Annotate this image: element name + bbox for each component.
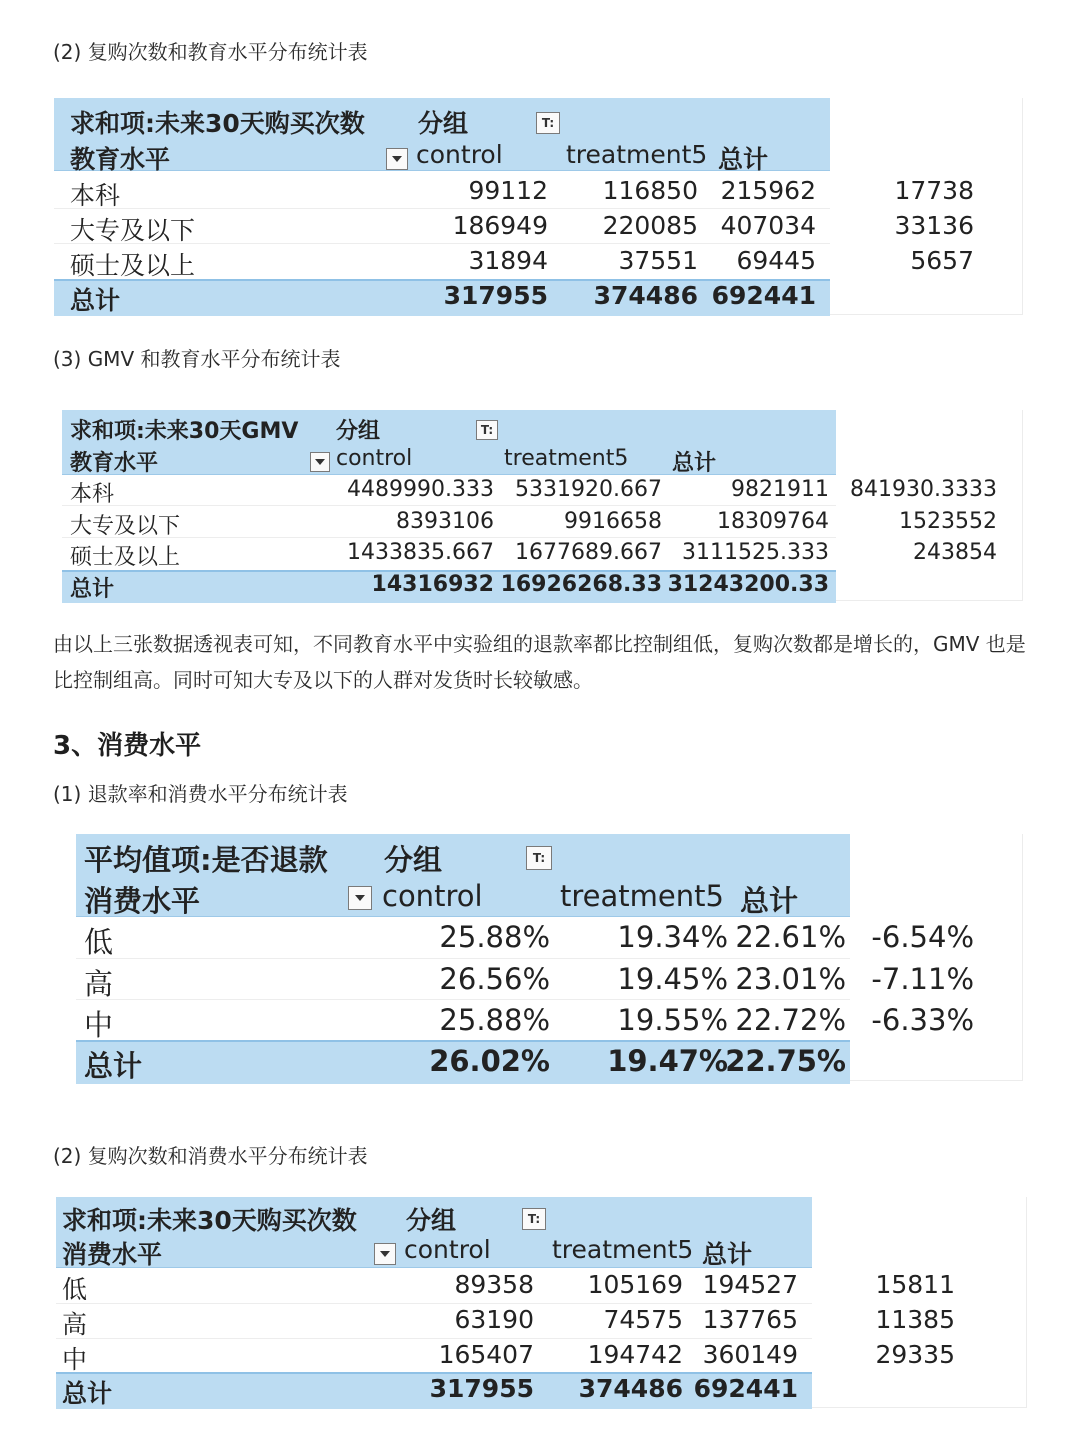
cell: 1677689.667: [515, 540, 662, 565]
extra-cell: 841930.3333: [850, 477, 997, 502]
extra-cell: 1523552: [899, 509, 997, 534]
extra-column-grid: [850, 834, 1023, 1081]
total-cell: 14316932: [371, 572, 494, 597]
pivot-table-gmv-education: [62, 410, 1024, 602]
cell: 194527: [702, 1270, 798, 1299]
extra-column-grid: [836, 410, 1023, 601]
total-row-label: 总计: [70, 577, 115, 602]
total-row-label: 总计: [62, 1379, 113, 1408]
cell: 99112: [468, 176, 548, 205]
row-label: 高: [62, 1310, 88, 1339]
cell: 3111525.333: [682, 540, 829, 565]
cell: 8393106: [396, 509, 494, 534]
col-header-control: control: [404, 1235, 491, 1264]
cell: 19.34%: [617, 920, 728, 954]
row-label: 本科: [70, 482, 115, 507]
cell: 18309764: [717, 509, 829, 534]
row-label: 中: [62, 1345, 88, 1374]
dropdown-arrow-icon[interactable]: [310, 452, 330, 472]
row-field-label: 教育水平: [70, 451, 159, 476]
filter-icon[interactable]: T:: [476, 420, 498, 440]
extra-column-grid: [812, 1197, 1027, 1408]
extra-cell: 243854: [913, 540, 997, 565]
extra-cell: 5657: [910, 246, 974, 275]
pivot-table-refund-consumption: [76, 834, 1024, 1112]
measure-label: 求和项:未来30天购买次数: [70, 109, 365, 138]
row-label: 本科: [70, 181, 121, 210]
extra-cell: -6.33%: [871, 1003, 974, 1037]
extra-column-grid: [830, 98, 1023, 315]
cell: 22.72%: [735, 1003, 846, 1037]
cell: 186949: [452, 211, 548, 240]
group-label: 分组: [418, 109, 469, 138]
dropdown-arrow-icon[interactable]: [386, 148, 408, 170]
cell: 74575: [603, 1305, 683, 1334]
row-label: 大专及以下: [70, 216, 196, 245]
cell: 25.88%: [439, 1003, 550, 1037]
row-label: 中: [84, 1008, 114, 1042]
total-cell: 22.75%: [725, 1044, 846, 1078]
caption-repurchase-consumption: (2) 复购次数和消费水平分布统计表: [53, 1144, 368, 1168]
total-cell: 19.47%: [607, 1044, 728, 1078]
extra-cell: -7.11%: [871, 962, 974, 996]
col-header-total: 总计: [672, 451, 717, 476]
group-label: 分组: [406, 1206, 457, 1235]
measure-label: 求和项:未来30天购买次数: [62, 1206, 357, 1235]
col-header-total: 总计: [718, 145, 769, 174]
col-header-treatment: treatment5: [504, 446, 629, 471]
total-row-label: 总计: [84, 1049, 143, 1083]
cell: 31894: [468, 246, 548, 275]
row-field-label: 消费水平: [84, 884, 201, 918]
cell: 63190: [454, 1305, 534, 1334]
extra-cell: 11385: [875, 1305, 955, 1334]
extra-cell: 33136: [894, 211, 974, 240]
extra-cell: 29335: [875, 1340, 955, 1369]
caption-refund-consumption: (1) 退款率和消费水平分布统计表: [53, 782, 348, 806]
cell: 137765: [702, 1305, 798, 1334]
cell: 4489990.333: [347, 477, 494, 502]
cell: 9916658: [564, 509, 662, 534]
total-cell: 31243200.33: [667, 572, 829, 597]
cell: 69445: [736, 246, 816, 275]
cell: 37551: [618, 246, 698, 275]
row-field-label: 教育水平: [70, 145, 171, 174]
cell: 194742: [587, 1340, 683, 1369]
col-header-control: control: [336, 446, 413, 471]
col-header-treatment: treatment5: [552, 1235, 694, 1264]
section-heading: 3、消费水平: [53, 731, 202, 761]
cell: 25.88%: [439, 920, 550, 954]
cell: 19.55%: [617, 1003, 728, 1037]
total-cell: 374486: [578, 1374, 683, 1403]
row-field-label: 消费水平: [62, 1240, 163, 1269]
cell: 23.01%: [735, 962, 846, 996]
cell: 116850: [602, 176, 698, 205]
col-header-total: 总计: [740, 884, 799, 918]
caption-repurchase-education: (2) 复购次数和教育水平分布统计表: [53, 40, 368, 64]
caption-gmv-education: (3) GMV 和教育水平分布统计表: [53, 347, 341, 371]
dropdown-arrow-icon[interactable]: [374, 1243, 396, 1265]
summary-paragraph: 由以上三张数据透视表可知，不同教育水平中实验组的退款率都比控制组低，复购次数都是增长的，GMV 也是比控制组高。同时可知大专及以下的人群对发货时长较敏感。: [53, 632, 1026, 692]
group-label: 分组: [384, 843, 443, 877]
extra-cell: 17738: [894, 176, 974, 205]
dropdown-arrow-icon[interactable]: [348, 886, 372, 910]
cell: 89358: [454, 1270, 534, 1299]
col-header-control: control: [382, 879, 483, 913]
total-cell: 317955: [443, 281, 548, 310]
cell: 220085: [602, 211, 698, 240]
col-header-treatment: treatment5: [566, 140, 708, 169]
pivot-table-repurchase-education: [54, 98, 1024, 316]
pivot-table-repurchase-consumption: [56, 1197, 1028, 1427]
cell: 22.61%: [735, 920, 846, 954]
row-label: 硕士及以上: [70, 251, 196, 280]
total-cell: 374486: [593, 281, 698, 310]
total-cell: 692441: [711, 281, 816, 310]
group-label: 分组: [336, 419, 381, 444]
extra-cell: -6.54%: [871, 920, 974, 954]
col-header-control: control: [416, 140, 503, 169]
col-header-treatment: treatment5: [560, 879, 724, 913]
extra-cell: 15811: [875, 1270, 955, 1299]
total-cell: 26.02%: [429, 1044, 550, 1078]
row-label: 低: [62, 1275, 88, 1304]
total-cell: 317955: [429, 1374, 534, 1403]
row-label: 高: [84, 967, 114, 1001]
measure-label: 求和项:未来30天GMV: [70, 419, 299, 444]
row-label: 大专及以下: [70, 514, 181, 539]
filter-icon[interactable]: T:: [522, 1208, 546, 1230]
total-cell: 692441: [693, 1374, 798, 1403]
cell: 5331920.667: [515, 477, 662, 502]
total-row-label: 总计: [70, 286, 121, 315]
cell: 165407: [438, 1340, 534, 1369]
cell: 19.45%: [617, 962, 728, 996]
row-label: 低: [84, 925, 114, 959]
cell: 9821911: [731, 477, 829, 502]
cell: 215962: [720, 176, 816, 205]
total-cell: 16926268.33: [500, 572, 662, 597]
cell: 1433835.667: [347, 540, 494, 565]
filter-icon[interactable]: T:: [536, 112, 560, 134]
col-header-total: 总计: [702, 1240, 753, 1269]
cell: 105169: [587, 1270, 683, 1299]
filter-icon[interactable]: T:: [526, 846, 552, 870]
cell: 407034: [720, 211, 816, 240]
cell: 360149: [702, 1340, 798, 1369]
cell: 26.56%: [439, 962, 550, 996]
row-label: 硕士及以上: [70, 545, 181, 570]
measure-label: 平均值项:是否退款: [84, 843, 328, 877]
